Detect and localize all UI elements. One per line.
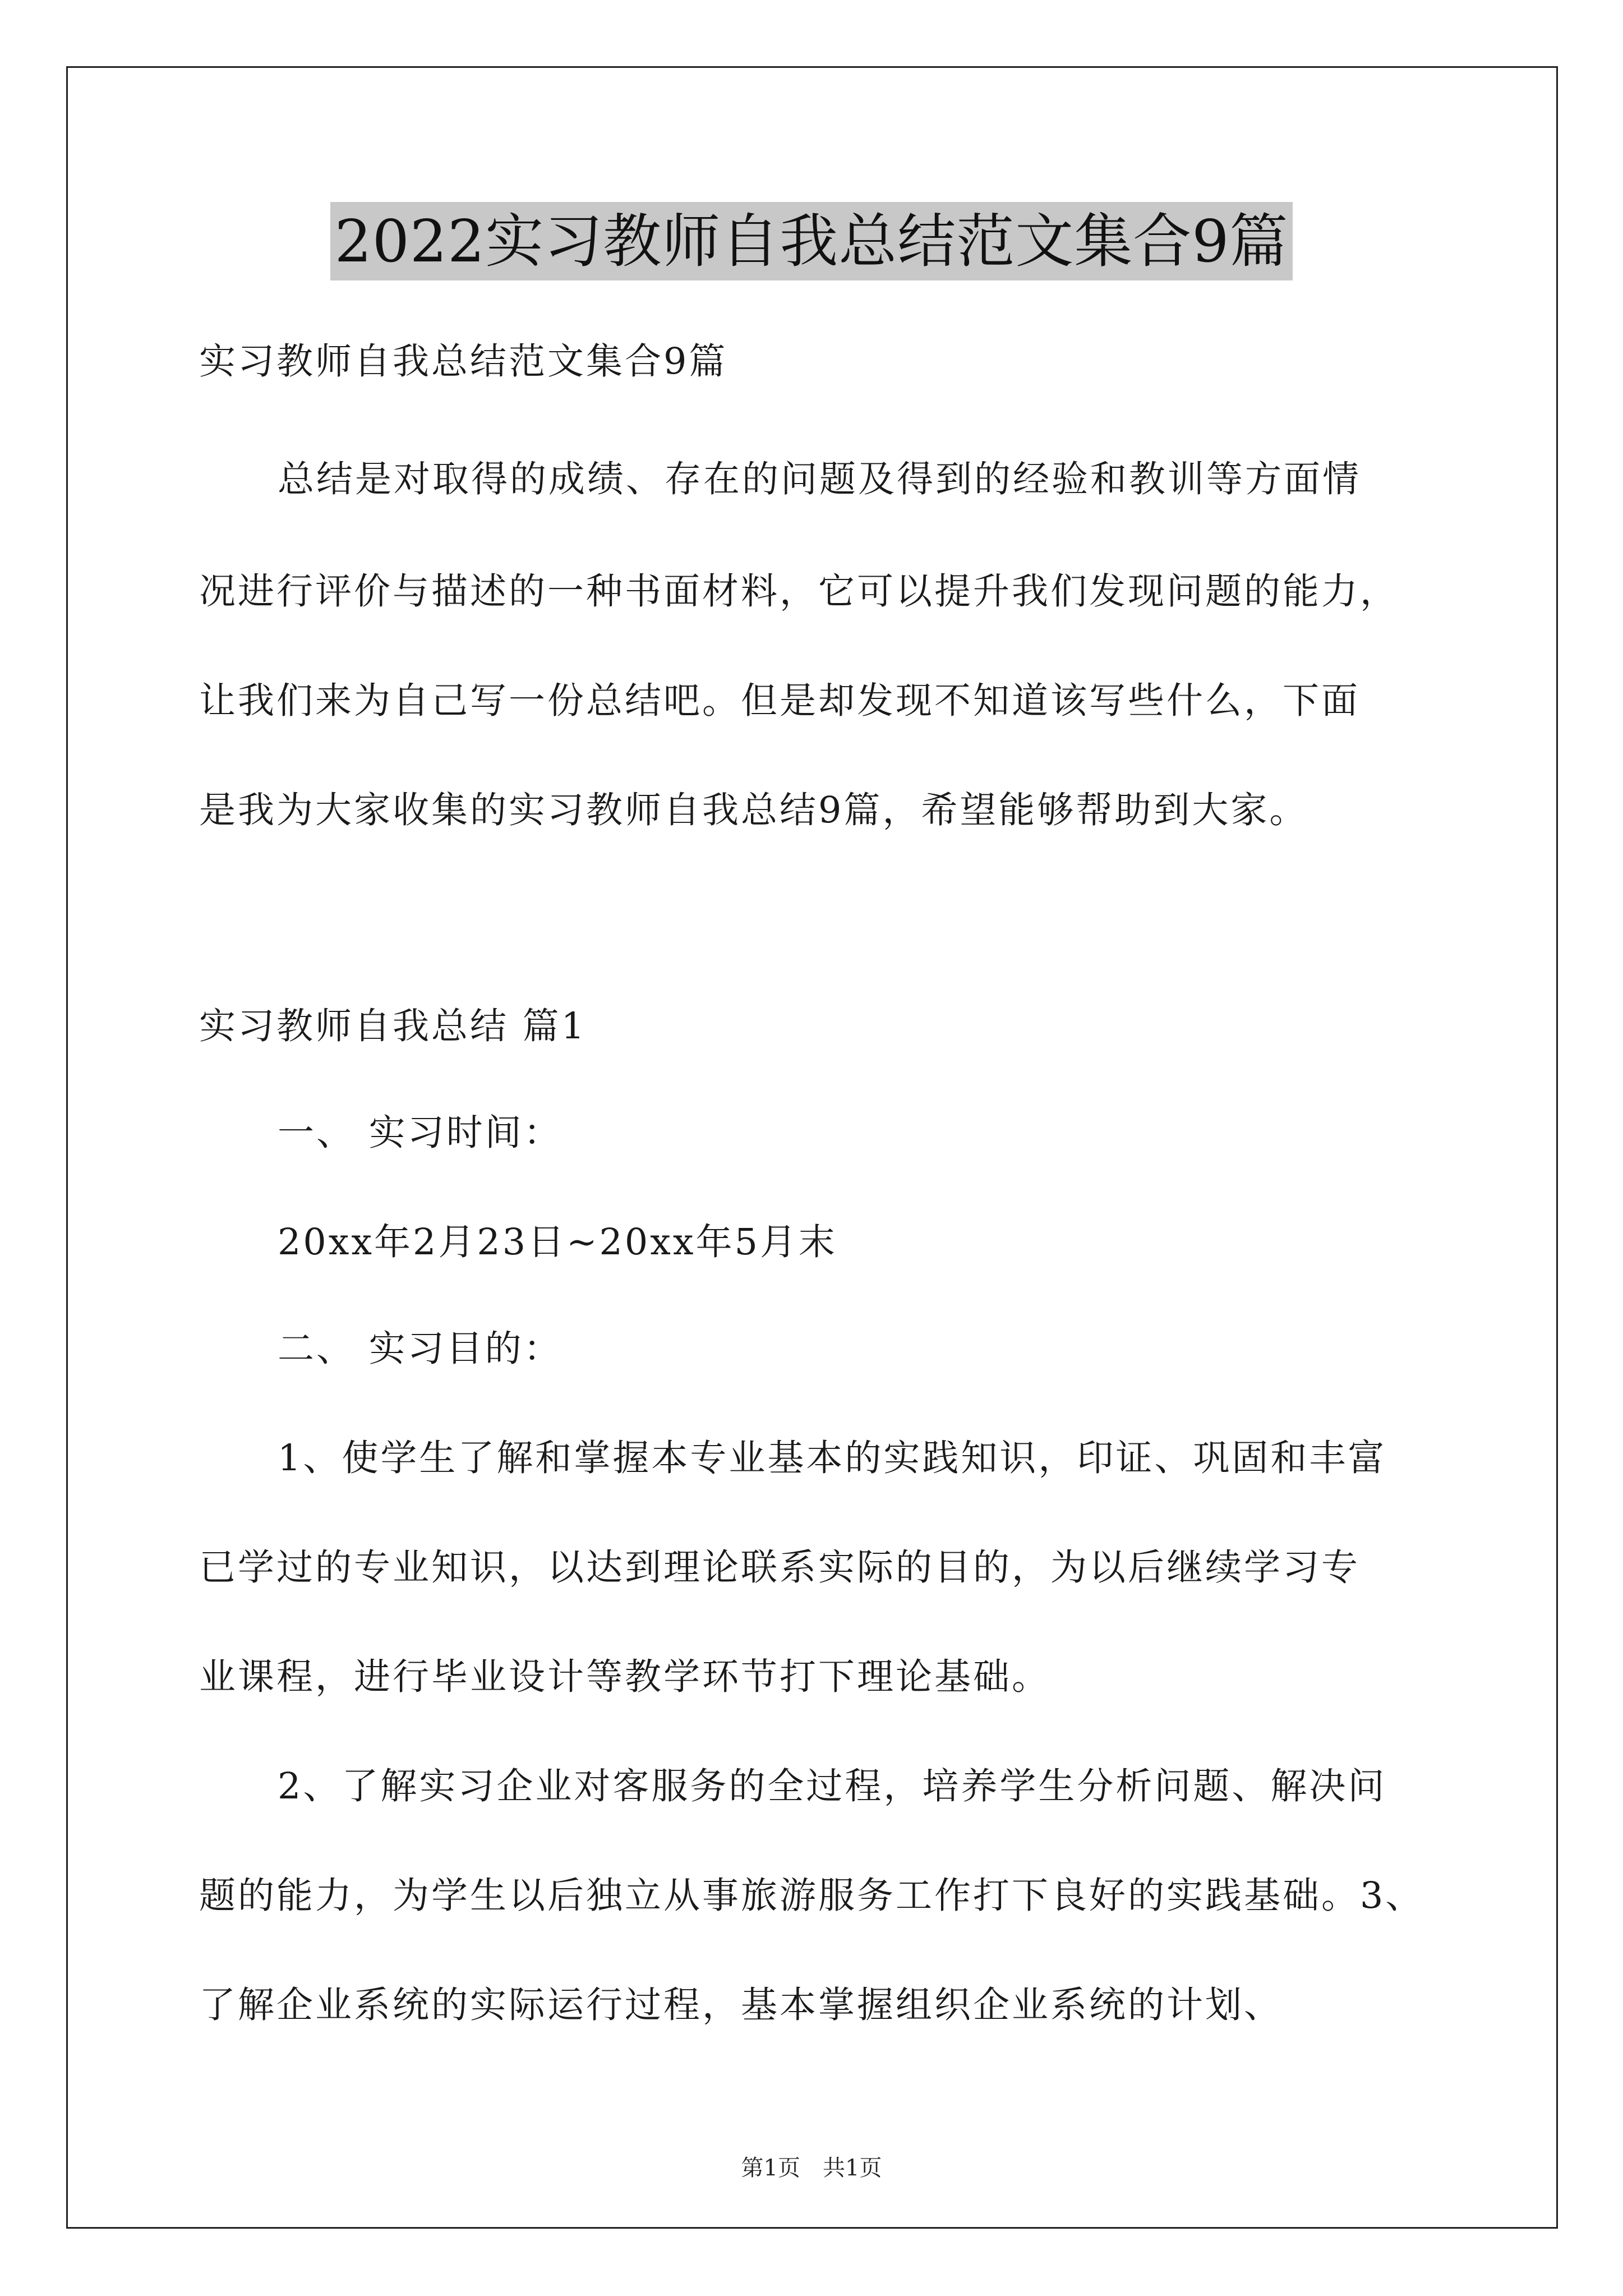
title-container xyxy=(0,202,1623,280)
intro-line: 况进行评价与描述的一种书面材料，它可以提升我们发现问题的能力， xyxy=(199,570,1399,613)
page-total: 共1页 xyxy=(823,2155,882,2181)
section-line: 2、了解实习企业对客服务的全过程，培养学生分析问题、解决问 xyxy=(278,1765,1387,1807)
intro-line: 总结是对取得的成绩、存在的问题及得到的经验和教训等方面情 xyxy=(278,458,1362,500)
intro-line: 是我为大家收集的实习教师自我总结9篇，希望能够帮助到大家。 xyxy=(199,789,1308,831)
section-line: 已学过的专业知识，以达到理论联系实际的目的，为以后继续学习专 xyxy=(199,1547,1361,1589)
section-line: 20xx年2月23日~20xx年5月末 xyxy=(278,1221,837,1263)
section-line: 二、 实习目的： xyxy=(278,1328,562,1370)
section-heading: 实习教师自我总结 篇1 xyxy=(199,1005,587,1047)
section-line: 一、 实习时间： xyxy=(278,1112,562,1154)
document-title: 2022实习教师自我总结范文集合9篇 xyxy=(330,202,1293,280)
page-number: 第1页 xyxy=(741,2155,800,2181)
section-line: 题的能力，为学生以后独立从事旅游服务工作打下良好的实践基础。3、 xyxy=(199,1875,1424,1917)
section-line: 业课程，进行毕业设计等教学环节打下理论基础。 xyxy=(199,1656,1051,1698)
intro-line: 让我们来为自己写一份总结吧。但是却发现不知道该写些什么，下面 xyxy=(199,680,1361,722)
page-footer xyxy=(0,2151,1623,2185)
section-line: 了解企业系统的实际运行过程，基本掌握组织企业系统的计划、 xyxy=(199,1984,1283,2026)
section-line: 1、使学生了解和掌握本专业基本的实践知识，印证、巩固和丰富 xyxy=(278,1437,1387,1479)
document-subtitle: 实习教师自我总结范文集合9篇 xyxy=(199,341,728,383)
